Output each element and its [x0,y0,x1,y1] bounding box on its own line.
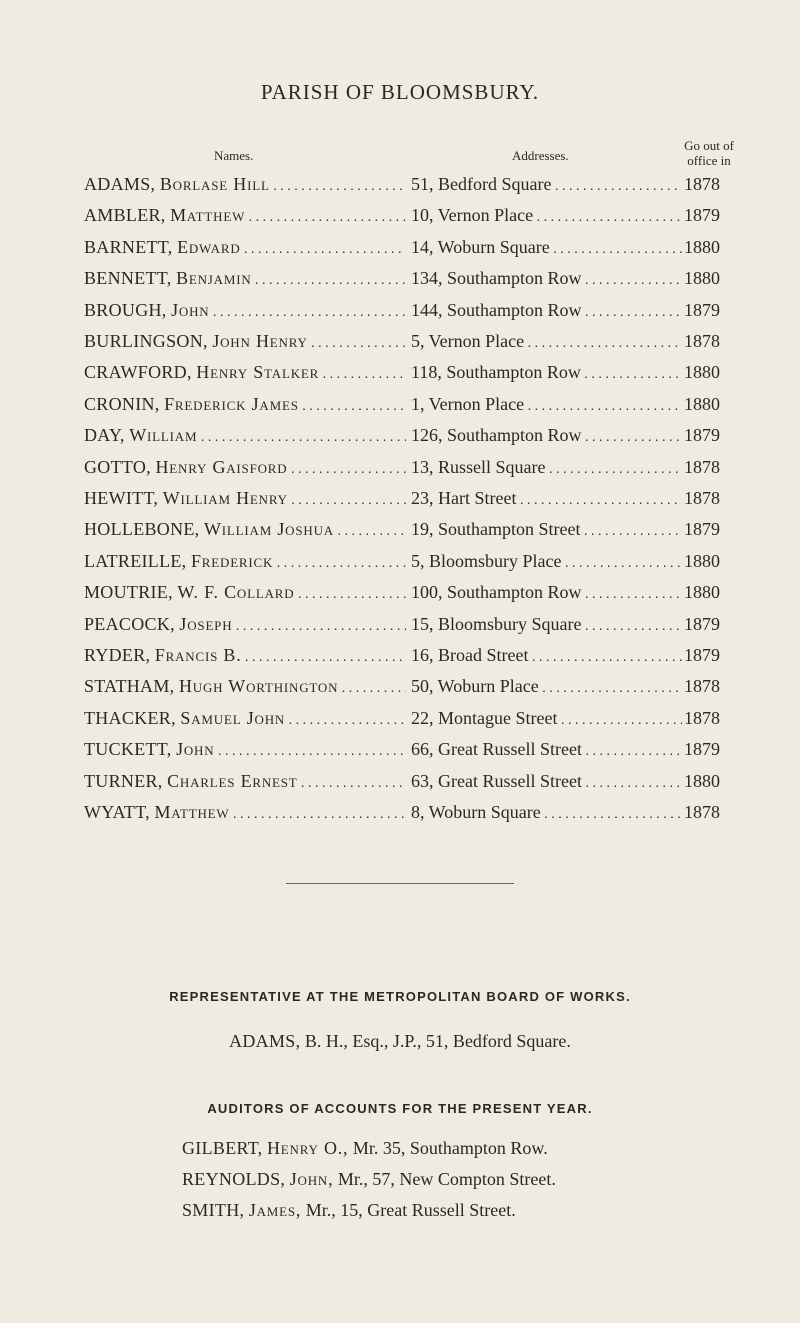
member-term-year: 1879 [684,645,720,665]
representative-entry [0,1031,800,1052]
auditor-details: Mr. 35, Southampton Row. [352,1138,548,1158]
member-surname: WYATT, [84,802,150,822]
member-name [84,645,406,666]
member-address [411,425,682,446]
member-address [411,582,682,603]
member-name [84,708,406,729]
list-item [0,676,800,702]
member-address [411,488,682,509]
member-address-text: 118, Southampton Row [411,362,581,383]
member-name [84,582,406,603]
member-term-year: 1878 [684,174,720,194]
member-given-names: Borlase Hill [159,174,270,194]
member-surname: MOUTRIE, [84,582,173,603]
member-address [411,708,682,729]
member-address [411,676,682,697]
member-term-year: 1880 [684,362,720,383]
member-name [84,394,406,415]
member-address-text: 23, Hart Street [411,488,517,508]
member-term-year: 1879 [684,205,720,226]
member-address [411,268,682,289]
member-given-names: Joseph [179,613,233,634]
member-name [84,802,406,823]
member-term-year: 1879 [684,299,720,320]
member-surname: LATREILLE, [84,550,187,571]
auditor-given-names: Henry O., [266,1138,349,1158]
member-name [84,457,406,478]
auditor-details: Mr., 57, New Compton Street. [337,1169,556,1189]
member-surname: GOTTO, [84,456,151,477]
member-given-names: John [176,739,215,760]
member-address-text: 134, Southampton Row [411,268,582,289]
member-address [411,174,682,195]
member-name [84,771,406,792]
member-term-year: 1878 [684,676,720,697]
member-name [84,205,406,226]
list-item [0,362,800,388]
member-address [411,457,682,478]
list-item [0,708,800,734]
member-name [84,739,406,760]
member-address-text: 15, Bloomsbury Square [411,613,582,634]
member-address-text: 126, Southampton Row [411,425,582,446]
member-term-year: 1880 [684,268,720,289]
member-term-year: 1879 [684,613,720,634]
member-given-names: Matthew [154,802,230,822]
member-name [84,551,406,572]
member-address [411,237,682,258]
member-surname: AMBLER, [84,205,166,226]
member-address-text: 66, Great Russell Street [411,739,582,760]
member-address-text: 10, Vernon Place [411,205,534,226]
member-term-year: 1878 [684,707,720,728]
member-surname: STATHAM, [84,676,175,697]
section-divider [286,883,514,884]
member-surname: TUCKETT, [84,739,172,760]
go-out-line1: Go out of [684,138,734,153]
member-term-year: 1880 [684,550,720,571]
list-item [0,457,800,483]
list-item [0,425,800,451]
page-title: PARISH OF BLOOMSBURY. [260,80,540,104]
member-given-names: Hugh Worthington [178,676,339,697]
list-item [0,174,800,200]
member-given-names: Henry Stalker [196,362,320,383]
member-address [411,362,682,383]
member-surname: BURLINGSON, [84,331,208,351]
auditor-given-names: John, [289,1169,334,1189]
member-given-names: John Henry [212,331,308,351]
member-given-names: Francis B. [154,645,242,665]
member-name [84,362,406,383]
member-address [411,645,682,666]
member-address-text: 14, Woburn Square [411,236,550,257]
list-item [0,237,800,263]
member-address [411,300,682,321]
member-address-text: 16, Broad Street [411,645,529,665]
member-address-text: 8, Woburn Square [411,802,541,822]
member-surname: RYDER, [84,645,151,665]
list-item [0,551,800,577]
list-item [0,205,800,231]
member-term-year: 1879 [684,519,720,540]
member-address-text: 13, Russell Square [411,456,546,477]
list-item [0,771,800,797]
member-surname: DAY, [84,425,125,446]
column-header-go-out [664,138,754,168]
representative-surname: ADAMS, [229,1031,301,1051]
member-name [84,614,406,635]
member-name [84,174,406,195]
auditor-entry [182,1200,516,1221]
member-given-names: Samuel John [180,707,286,728]
list-item [0,268,800,294]
member-given-names: Henry Gaisford [155,456,288,477]
list-item [0,331,800,357]
auditor-surname: GILBERT, [182,1138,263,1158]
member-address-text: 22, Montague Street [411,707,558,728]
auditor-details: Mr., 15, Great Russell Street. [305,1200,516,1220]
member-surname: BROUGH, [84,299,167,320]
member-name [84,237,406,258]
list-item [0,802,800,828]
member-address [411,205,682,226]
member-address [411,739,682,760]
member-surname: ADAMS, [84,174,156,194]
member-term-year: 1879 [684,425,720,446]
member-given-names: John [171,299,210,320]
list-item [0,582,800,608]
member-term-year: 1880 [684,236,720,257]
list-item [0,519,800,545]
member-name [84,676,406,697]
member-term-year: 1880 [684,393,720,414]
member-address [411,802,682,823]
list-item [0,394,800,420]
member-address [411,394,682,415]
member-surname: PEACOCK, [84,613,175,634]
member-given-names: William Joshua [203,519,334,540]
member-address [411,551,682,572]
member-name [84,268,406,289]
member-address-text: 5, Bloomsbury Place [411,550,562,571]
member-given-names: William [129,425,198,446]
member-address [411,614,682,635]
member-name [84,488,406,509]
member-surname: BARNETT, [84,236,173,257]
member-surname: THACKER, [84,707,176,728]
member-address-text: 51, Bedford Square [411,174,552,194]
member-name [84,519,406,540]
member-given-names: Edward [177,236,241,257]
list-item [0,739,800,765]
member-address-text: 144, Southampton Row [411,299,582,320]
member-name [84,425,406,446]
list-item [0,488,800,514]
member-given-names: Benjamin [176,268,252,289]
auditor-surname: SMITH, [182,1200,245,1220]
member-given-names: William Henry [162,488,288,508]
member-surname: CRAWFORD, [84,362,192,383]
member-address-text: 1, Vernon Place [411,393,525,414]
auditor-surname: REYNOLDS, [182,1169,286,1189]
auditor-entry [182,1169,556,1190]
member-given-names: W. F. Collard [177,582,295,603]
member-given-names: Charles Ernest [167,770,298,791]
member-given-names: Frederick [190,550,274,571]
member-name [84,300,406,321]
auditor-entry [182,1138,548,1159]
member-term-year: 1879 [684,739,720,760]
member-term-year: 1878 [684,331,720,351]
member-term-year: 1880 [684,582,720,603]
list-item [0,614,800,640]
member-surname: HEWITT, [84,488,159,508]
list-item [0,645,800,671]
member-surname: CRONIN, [84,393,160,414]
column-header-addresses: Addresses. [512,148,569,163]
member-term-year: 1878 [684,488,720,508]
auditor-given-names: James, [248,1200,302,1220]
member-address-text: 63, Great Russell Street [411,770,582,791]
member-address [411,519,682,540]
representative-heading: REPRESENTATIVE AT THE METROPOLITAN BOARD OF WORKS. [169,989,631,1004]
representative-details: B. H., Esq., J.P., 51, Bedford Square. [304,1031,571,1051]
column-header-names: Names. [214,148,254,163]
member-given-names: Matthew [170,205,246,226]
member-surname: TURNER, [84,770,163,791]
member-surname: BENNETT, [84,268,172,289]
member-address-text: 19, Southampton Street [411,519,581,540]
member-given-names: Frederick James [164,393,299,414]
member-address-text: 5, Vernon Place [411,331,525,351]
member-address-text: 50, Woburn Place [411,676,539,697]
member-name [84,331,406,352]
go-out-line2: office in [687,153,731,168]
member-term-year: 1880 [684,770,720,791]
member-address-text: 100, Southampton Row [411,582,582,603]
list-item [0,300,800,326]
member-address [411,331,682,352]
auditors-heading: AUDITORS OF ACCOUNTS FOR THE PRESENT YEAR. [207,1101,593,1116]
member-address [411,771,682,792]
member-term-year: 1878 [684,802,720,822]
member-surname: HOLLEBONE, [84,519,200,540]
member-term-year: 1878 [684,456,720,477]
